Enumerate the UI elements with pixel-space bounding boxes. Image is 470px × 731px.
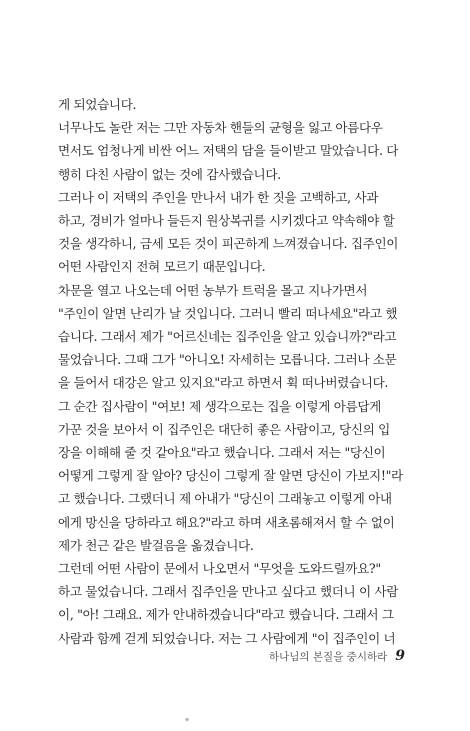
text-line: 고 했습니다. 그랬더니 제 아내가 "당신이 그래놓고 이렇게 아내: [58, 491, 392, 507]
text-line: 습니다. 그래서 제가 "어르신네는 집주인을 알고 있습니까?"라고: [58, 329, 397, 345]
text-line: 게 되었습니다.: [58, 97, 137, 112]
text-line: 어떤 사람인지 전혀 모르기 때문입니다.: [58, 259, 266, 275]
text-line: 것을 생각하니, 금세 모든 것이 피곤하게 느껴졌습니다. 집주인이: [58, 236, 399, 252]
page-number: 9: [395, 648, 405, 664]
text-line: 그러나 이 저택의 주인을 만나서 내가 한 짓을 고백하고, 사과: [58, 189, 379, 205]
text-line: 하고, 경비가 얼마나 들든지 원상복귀를 시키겠다고 약속해야 할: [58, 213, 395, 229]
text-line: 장을 이해해 줄 것 같아요"라고 했습니다. 그래서 저는 "당신이: [58, 445, 386, 461]
body-text: [58, 93, 421, 650]
text-line: 너무나도 놀란 저는 그만 자동차 핸들의 균형을 잃고 아름다우: [58, 120, 383, 136]
text-line: 을 들어서 대강은 알고 있지요"라고 하면서 휙 떠나버렸습니다.: [58, 375, 389, 391]
text-line: 어떻게 그렇게 잘 알아? 당신이 그렇게 잘 알면 당신이 가보지!"라: [58, 468, 403, 484]
running-title: 하나님의 본질을 중시하라: [269, 651, 388, 663]
page-footer: [0, 648, 405, 664]
text-line: 차문을 열고 나오는데 어떤 농부가 트럭을 몰고 지나가면서: [58, 282, 368, 298]
text-line: 물었습니다. 그때 그가 "아니오! 자세히는 모릅니다. 그러나 소문: [58, 352, 397, 368]
text-line: 그 순간 집사람이 "여보! 제 생각으로는 집을 이렇게 아름답게: [58, 398, 381, 414]
text-line: 면서도 엄청나게 비싼 어느 저택의 담을 들이받고 말았습니다. 다: [58, 143, 399, 159]
text-line: "주인이 알면 난리가 날 것입니다. 그러니 빨리 떠나세요"라고 했: [58, 305, 398, 321]
text-line: 이, "아! 그래요. 제가 안내하겠습니다"라고 했습니다. 그래서 그: [58, 607, 394, 623]
print-speck: [185, 718, 189, 721]
text-line: 가꾼 것을 보아서 이 집주인은 대단히 좋은 사람이고, 당신의 입: [58, 421, 390, 437]
text-line: 에게 망신을 당하라고 해요?"라고 하며 새초롬해져서 할 수 없이: [58, 514, 395, 530]
text-line: 제가 천근 같은 발걸음을 옮겼습니다.: [58, 537, 254, 553]
text-line: 행히 다친 사람이 없는 것에 감사했습니다.: [58, 166, 281, 182]
text-line: 사람과 함께 걷게 되었습니다. 저는 그 사람에게 "이 집주인이 너: [58, 630, 396, 646]
text-line: 그런데 어떤 사람이 문에서 나오면서 "무엇을 도와드릴까요?": [58, 561, 381, 577]
text-line: 하고 물었습니다. 그래서 집주인을 만나고 싶다고 했더니 이 사람: [58, 584, 399, 600]
